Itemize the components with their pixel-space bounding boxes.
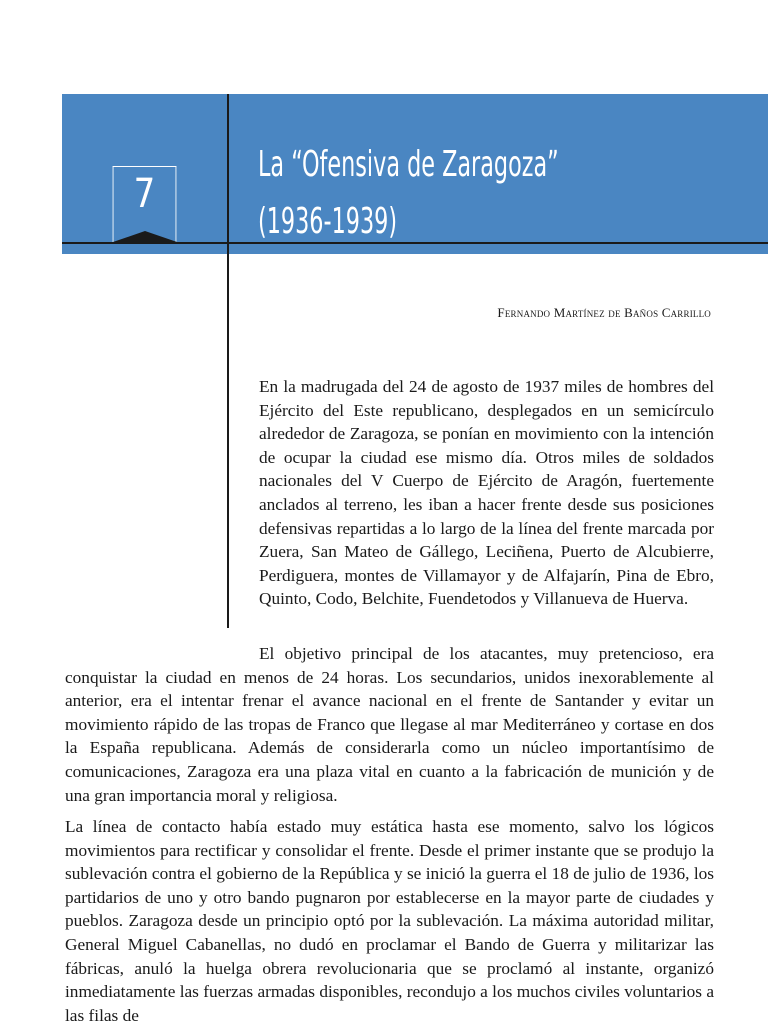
paragraph-1: En la madrugada del 24 de agosto de 1937 miles de hombres del Ejército del Este republicano, desplegados en un semicírculo alrededor de Zaragoza, se ponían en movimiento con la intención de ocupar la ciudad ese mismo día. Otros miles de soldados nacionales del V Cuerpo de Ejército de Aragón, fuertemente anclados al terreno, les iban a hacer frente desde sus posiciones defensivas repartidas a lo largo de la línea del frente marcada por Zuera, San Mateo de Gállego, Leciñena, Puerto de Alcubierre, Perdiguera, montes de Villamayor y de Alfajarín, Pina de Ebro, Quinto, Codo, Belchite, Fuendetodos y Villanueva de Huerva. — [259, 377, 714, 609]
chapter-number: 7 — [133, 171, 156, 217]
vertical-rule — [227, 94, 229, 628]
chapter-title — [258, 136, 568, 250]
chapter-marker-triangle — [113, 231, 177, 242]
paragraph-3: La línea de contacto había estado muy estática hasta ese momento, salvo los lógicos movimientos para rectificar y consolidar el frente. Desde el primer instante que se produjo la sublevación contra el gobierno de la República y se inició la guerra el 18 de julio de 1936, los partidarios de uno y otro bando pugnaron por establecerse en la mayor parte de ciudades y pueblos. Zaragoza desde un principio optó por la sublevación. La máxima autoridad militar, General Miguel Cabanellas, no dudó en proclamar el Bando de Guerra y militarizar las fábricas, anuló la huelga obrera revolucionaria que se proclamó al instante, organizó inmediatamente las fuerzas armadas disponibles, recondujo a los muchos civiles voluntarios a las filas de — [65, 817, 714, 1025]
chapter-title-line-1: La “Ofensiva de Zaragoza” — [258, 144, 559, 186]
chapter-title-line-2: (1936-1939) — [258, 201, 398, 243]
paragraph-2: El objetivo principal de los atacantes, muy pretencioso, era conquistar la ciudad en menos de 24 horas. Los secundarios, unidos inexorablemente al anterior, era el intentar frenar el avance nacional en el frente de Santander y evitar un movimiento rápido de las tropas de Franco que llegase al mar Mediterráneo y cortase en dos la España republicana. Además de considerarla como un núcleo importantísimo de comunicaciones, Zaragoza era una plaza vital en cuanto a la fabricación de munición y de una gran importancia moral y religiosa. — [65, 644, 714, 805]
author-name: Fernando Martínez de Baños Carrillo — [497, 305, 711, 320]
